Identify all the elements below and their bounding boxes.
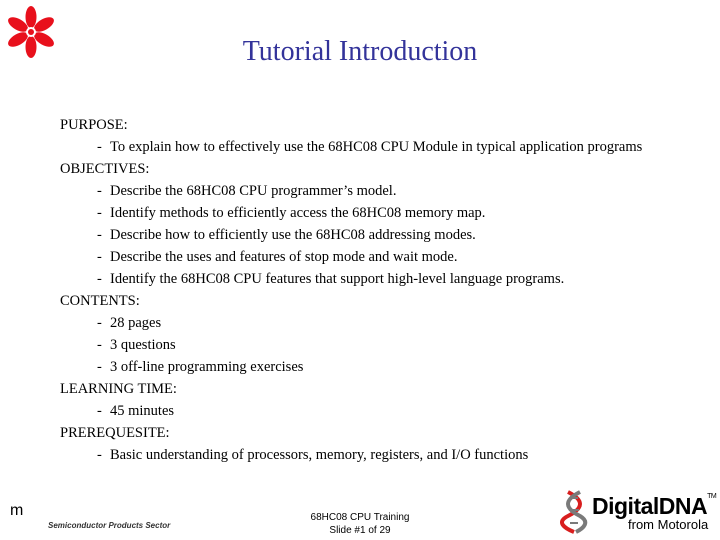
- slide-number: Slide #1 of 29: [329, 525, 391, 536]
- list-item: [60, 204, 680, 222]
- list-item-text: To explain how to effectively use the 68HC08 CPU Module in typical application programs: [110, 139, 643, 155]
- list-item: [60, 248, 680, 266]
- list-item: [60, 446, 680, 464]
- bullet-dash: -: [97, 139, 102, 155]
- list-item: [60, 402, 680, 420]
- list-item-text: 45 minutes: [110, 403, 175, 419]
- bullet-dash: -: [97, 249, 102, 265]
- list-item-text: Describe the 68HC08 CPU programmer’s model.: [110, 183, 397, 199]
- bullet-dash: -: [97, 403, 102, 419]
- list-item: [60, 270, 680, 288]
- bullet-dash: -: [97, 315, 102, 331]
- course-title: 68HC08 CPU Training: [310, 512, 410, 523]
- list-item: [60, 314, 680, 332]
- list-item-text: Basic understanding of processors, memory, registers, and I/O functions: [110, 447, 529, 463]
- section-heading: LEARNING TIME:: [60, 381, 177, 397]
- list-item-text: Describe the uses and features of stop mode and wait mode.: [110, 249, 458, 265]
- list-item-text: Identify the 68HC08 CPU features that support high-level language programs.: [110, 271, 565, 287]
- section-heading: PURPOSE:: [60, 117, 128, 133]
- list-item-text: Identify methods to efficiently access the 68HC08 memory map.: [110, 205, 486, 221]
- section-heading: PREREQUESITE:: [60, 425, 170, 441]
- section-heading: CONTENTS:: [60, 293, 140, 309]
- list-item-text: 28 pages: [110, 315, 162, 331]
- list-item-text: 3 questions: [110, 337, 176, 353]
- list-item: [60, 182, 680, 200]
- bullet-dash: -: [97, 183, 102, 199]
- list-item: [60, 336, 680, 354]
- bullet-dash: -: [97, 337, 102, 353]
- dna-helix-icon: [560, 490, 592, 534]
- brand-subtitle: from Motorola: [628, 517, 709, 532]
- footer-info: [290, 511, 430, 537]
- list-item-text: Describe how to efficiently use the 68HC08 addressing modes.: [110, 227, 476, 243]
- list-item: [60, 138, 680, 156]
- slide-content: [60, 116, 680, 468]
- list-item-text: 3 off-line programming exercises: [110, 359, 304, 375]
- brand-name: DigitalDNA™: [592, 493, 717, 519]
- bullet-dash: -: [97, 447, 102, 463]
- bullet-dash: -: [97, 271, 102, 287]
- list-item: [60, 226, 680, 244]
- list-item: [60, 358, 680, 376]
- sector-label: Semiconductor Products Sector: [48, 521, 171, 530]
- motorola-mark: m: [10, 502, 24, 519]
- bullet-dash: -: [97, 205, 102, 221]
- slide-title: Tutorial Introduction: [242, 36, 478, 67]
- section-heading: OBJECTIVES:: [60, 161, 150, 177]
- digitaldna-logo: [560, 490, 715, 534]
- bullet-dash: -: [97, 227, 102, 243]
- bullet-dash: -: [97, 359, 102, 375]
